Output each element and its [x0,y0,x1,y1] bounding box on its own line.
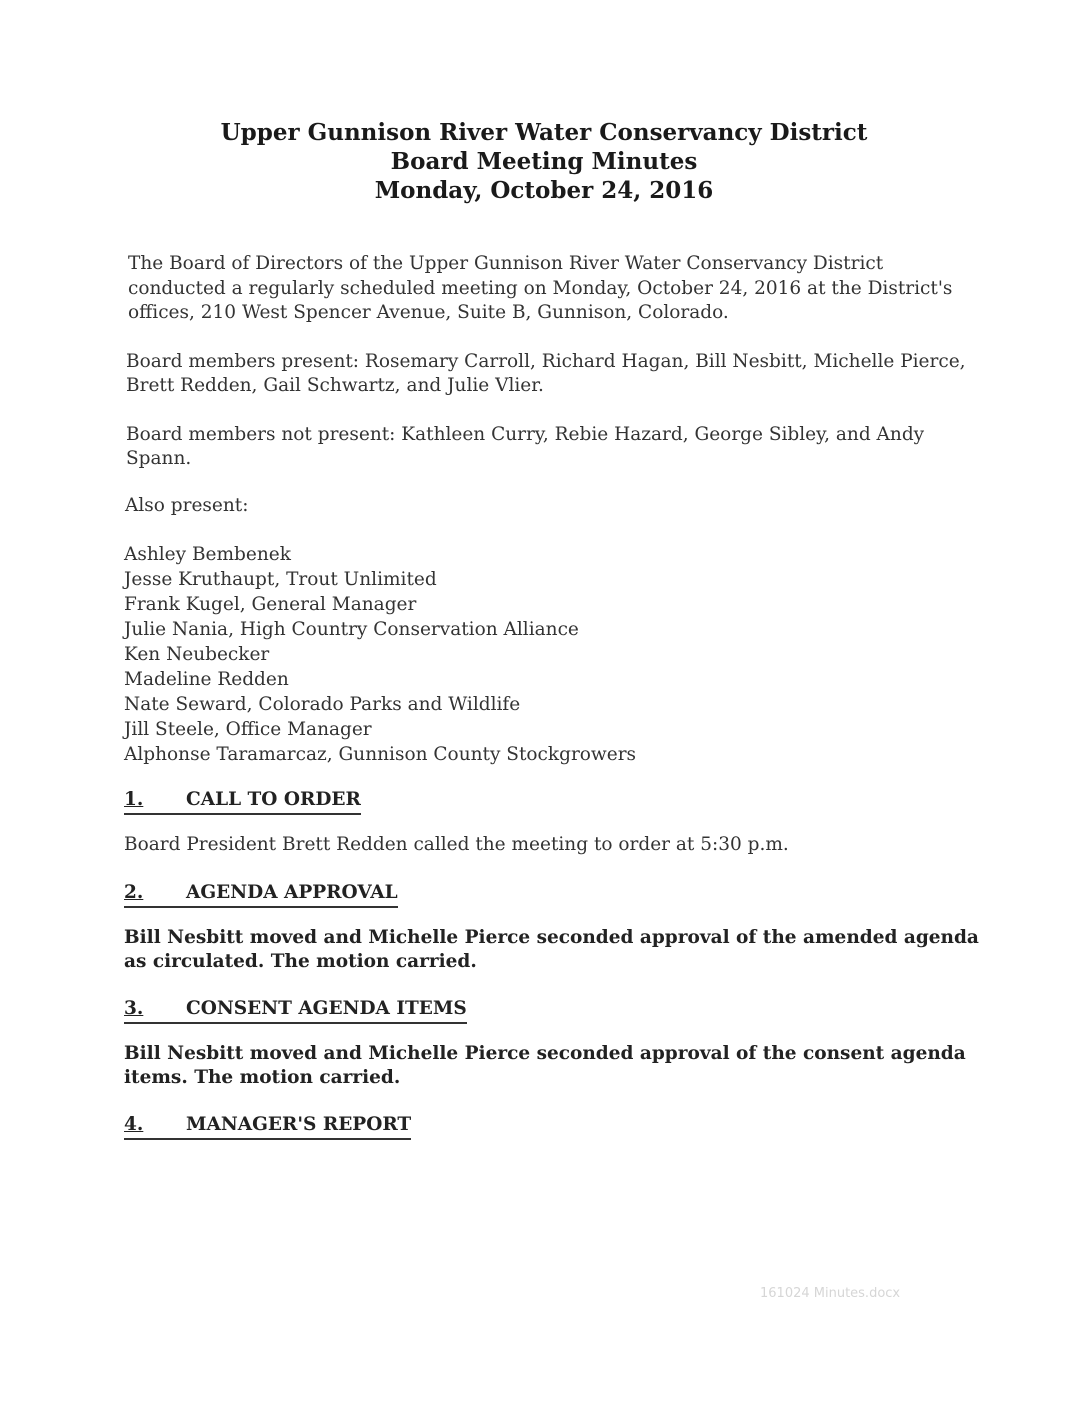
section-number: 1. [124,789,144,810]
consent-agenda-motion: Bill Nesbitt moved and Michelle Pierce seconded approval of the consent agenda items. The motion carried. [124,1042,966,1088]
intro-paragraph: The Board of Directors of the Upper Gunnison River Water Conservancy District conducted a regularly scheduled meeting on Monday, October 24, 2016 at the District's offices, 210 West Spencer Avenue, Suite B, Gunnison, Colorado. [128,253,953,323]
also-present-label: Also present: [125,494,249,516]
document-title: Upper Gunnison River Water Conservancy District [220,119,868,146]
attendee-item: Julie Nania, High Country Conservation Alliance [124,619,579,640]
section-number: 2. [124,881,144,903]
section-heading-consent-agenda [124,996,984,1024]
attendee-item: Jesse Kruthaupt, Trout Unlimited [124,569,437,590]
section-title: CALL TO ORDER [186,789,361,810]
board-not-present-paragraph: Board members not present: Kathleen Curry, Rebie Hazard, George Sibley, and Andy Spann. [126,423,925,469]
attendee-item: Nate Seward, Colorado Parks and Wildlife [124,694,521,715]
section-number: 4. [124,1113,144,1135]
footer-filename: 161024 Minutes.docx [760,1286,901,1301]
meeting-date: Monday, October 24, 2016 [374,177,714,204]
document-body [124,252,984,1158]
document-title-block [0,118,1088,205]
section-title: MANAGER'S REPORT [186,1113,412,1135]
attendee-list [124,542,984,767]
document-subtitle: Board Meeting Minutes [390,148,698,175]
attendee-item: Jill Steele, Office Manager [124,719,372,740]
attendee-item: Madeline Redden [124,669,289,690]
call-to-order-text: Board President Brett Redden called the meeting to order at 5:30 p.m. [124,834,789,855]
attendee-item: Ashley Bembenek [124,544,291,565]
section-heading-agenda-approval [124,880,984,908]
section-title: AGENDA APPROVAL [186,881,398,903]
board-present-paragraph: Board members present: Rosemary Carroll, Richard Hagan, Bill Nesbitt, Michelle Pierce, Brett Redden, Gail Schwartz, and Julie Vlier. [126,350,966,396]
section-title: CONSENT AGENDA ITEMS [186,997,467,1019]
agenda-approval-motion: Bill Nesbitt moved and Michelle Pierce seconded approval of the amended agenda as circulated. The motion carried. [124,926,979,972]
attendee-item: Alphonse Taramarcaz, Gunnison County Stockgrowers [124,744,637,765]
section-heading-managers-report [124,1112,984,1140]
section-heading-call-to-order [124,787,984,815]
attendee-item: Ken Neubecker [124,644,270,665]
section-number: 3. [124,997,144,1019]
attendee-item: Frank Kugel, General Manager [124,594,417,615]
